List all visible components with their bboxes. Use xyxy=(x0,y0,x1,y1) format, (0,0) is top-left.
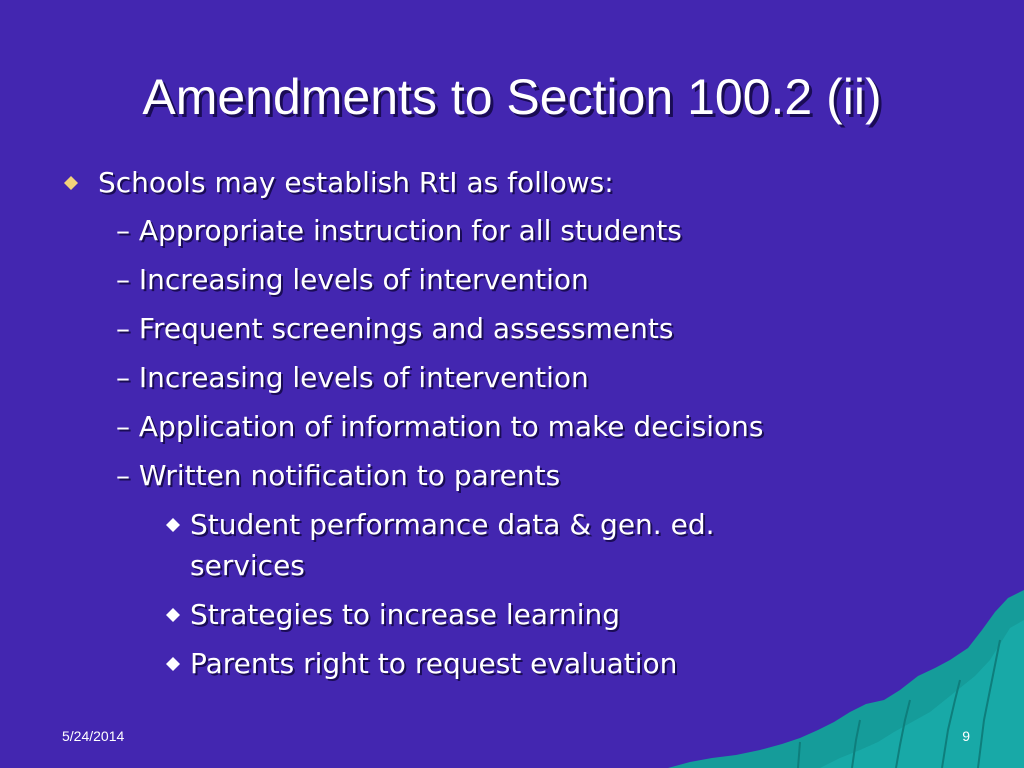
sub-sub-item-continued: services xyxy=(190,549,305,582)
sub-item: – Increasing levels of intervention xyxy=(116,361,589,394)
diamond-bullet-icon xyxy=(166,518,180,532)
sub-sub-item: Student performance data & gen. ed. xyxy=(190,508,715,541)
diamond-bullet-icon xyxy=(64,176,78,190)
bullet-text: Schools may establish RtI as follows: xyxy=(98,166,614,199)
sub-item: – Application of information to make decisions xyxy=(116,410,764,443)
sub-item: – Frequent screenings and assessments xyxy=(116,312,674,345)
sub-sub-item: Parents right to request evaluation xyxy=(190,647,678,680)
diamond-bullet-icon xyxy=(166,657,180,671)
sub-item: – Appropriate instruction for all students xyxy=(116,214,682,247)
sub-sub-item: Strategies to increase learning xyxy=(190,598,621,631)
sub-item: – Increasing levels of intervention xyxy=(116,263,589,296)
footer-date: 5/24/2014 xyxy=(62,728,125,744)
page-number: 9 xyxy=(962,728,970,744)
slide-title: Amendments to Section 100.2 (ii) xyxy=(142,69,882,125)
diamond-bullet-icon xyxy=(166,608,180,622)
sub-item: – Written notification to parents xyxy=(116,459,561,492)
